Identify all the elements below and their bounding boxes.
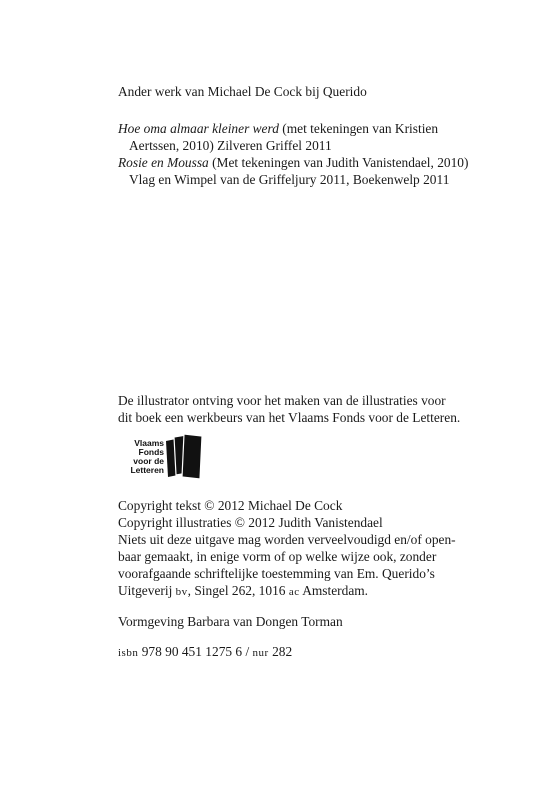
publisher-bv: bv <box>175 586 188 598</box>
nur-number: 282 <box>268 644 293 659</box>
isbn-line <box>118 643 292 662</box>
book-1-line-1 <box>118 120 438 137</box>
rights-notice-line-1: Niets uit deze uitgave mag worden verveelvoudigd en/of open- <box>118 532 456 547</box>
other-work-heading: Ander werk van Michael De Cock bij Querido <box>118 84 367 99</box>
grant-line-1: De illustrator ontving voor het maken van de illustraties voor <box>118 393 446 408</box>
grant-line-2: dit boek een werkbeurs van het Vlaams Fonds voor de Letteren. <box>118 410 461 425</box>
logo-text-line: Letteren <box>130 465 164 475</box>
publisher-name: Uitgeverij <box>118 583 176 598</box>
publisher-city: Amsterdam. <box>299 583 369 598</box>
book-1-line-2: Aertssen, 2010) Zilveren Griffel 2011 <box>129 138 332 153</box>
copyright-illustrations: Copyright illustraties © 2012 Judith Vanistendael <box>118 515 383 530</box>
logo-text-line: voor de <box>133 456 164 466</box>
design-credit: Vormgeving Barbara van Dongen Torman <box>118 614 343 629</box>
book-2-line-1 <box>118 154 468 171</box>
book-2-line-2: Vlag en Wimpel van de Griffeljury 2011, Boekenwelp 2011 <box>129 172 450 187</box>
book-1-details: (met tekeningen van Kristien <box>278 121 439 136</box>
copyright-text: Copyright tekst © 2012 Michael De Cock <box>118 498 343 513</box>
rights-notice-line-3: voorafgaande schriftelijke toestemming van Em. Querido’s <box>118 566 435 581</box>
rights-notice-line-2: baar gemaakt, in enige vorm of op welke wijze ook, zonder <box>118 549 437 564</box>
logo-text-line: Fonds <box>138 447 164 457</box>
book-2-title: Rosie en Moussa <box>118 155 209 170</box>
logo-pages-icon <box>164 433 208 483</box>
logo-text-line: Vlaams <box>134 438 164 448</box>
vlaams-fonds-logo <box>118 433 208 488</box>
isbn-label: isbn <box>118 647 139 659</box>
book-1-title: Hoe oma almaar kleiner werd <box>118 121 279 136</box>
publisher-street: , Singel 262, 1016 <box>187 583 289 598</box>
nur-label: nur <box>252 647 269 659</box>
isbn-number: 978 90 451 1275 6 / <box>138 644 253 659</box>
publisher-address <box>118 582 368 601</box>
publisher-ac: ac <box>288 586 300 598</box>
book-2-details: (Met tekeningen van Judith Vanistendael, 2010) <box>208 155 469 170</box>
